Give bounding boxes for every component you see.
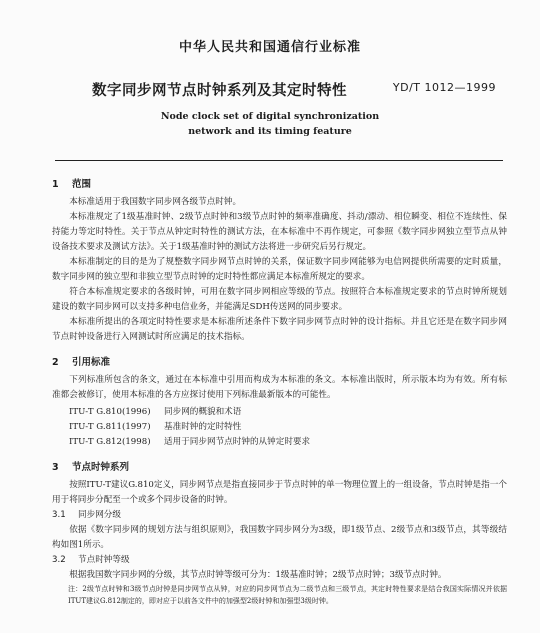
english-title (0, 109, 540, 139)
paragraph: 下列标准所包含的条文，通过在本标准中引用而构成为本标准的条文。本标准出版时，所示版本均为有效。所有标准都会被修订，使用本标准的各方应探讨使用下列标准最新版本的可能性。 (52, 375, 507, 400)
paragraph: 本标准所提出的各项定时特性要求是本标准所述条件下数字同步网节点时钟的设计指标。并且它还是在数字同步网节点时钟设备进行入网测试时所应满足的技术指标。 (52, 317, 507, 342)
section-number: 1 (52, 179, 59, 190)
subsection-title: 同步网分级 (78, 510, 121, 520)
paragraph: 根据我国数字同步网的分级，其节点时钟等级可分为：1级基准时钟；2级节点时钟；3级节点时钟。 (69, 570, 447, 580)
section-number: 3 (52, 462, 59, 473)
subsection-3-1-heading (52, 508, 507, 523)
paragraph: 符合本标准规定要求的各级时钟，可用在数字同步网相应等级的节点。按照符合本标准规定要求的节点时钟所规划建设的数字同步网可以支持多种电信业务，并能满足SDH传送网的同步要求。 (52, 287, 507, 312)
reference-title: 同步网的概貌和术语 (164, 407, 242, 417)
reference-item (52, 435, 507, 450)
english-title-line-2: network and its timing feature (188, 126, 352, 137)
reference-code: ITU-T G.810(1996) (69, 407, 151, 417)
standard-number: YD/T 1012—1999 (392, 81, 496, 94)
document-body (52, 170, 507, 607)
note: 注：2级节点时钟和3级节点时钟是同步网节点从钟，对应的同步网节点为二级节点和三级节点，其定时特性要求是结合我国实际情况并依据ITUT建议G.812制定的，即对应于以前各文件中的加强型2级时钟和加强型3级时钟。 (68, 585, 507, 605)
section-1-heading (52, 176, 507, 190)
section-2-heading (52, 354, 507, 368)
issuing-agency: 中华人民共和国通信行业标准 (178, 40, 361, 55)
section-title: 节点时钟系列 (72, 462, 130, 473)
reference-title: 适用于同步网节点时钟的从钟定时要求 (164, 437, 311, 447)
reference-code: ITU-T G.812(1998) (69, 437, 151, 447)
reference-code: ITU-T G.811(1997) (69, 422, 151, 432)
section-title: 范围 (72, 179, 92, 190)
header-divider (55, 160, 503, 161)
paragraph: 按照ITU-T建议G.810定义，同步网节点是指直接同步于节点时钟的单一物理位置上的一组设备，节点时钟是指一个用于将同步分配至一个或多个同步设备的时钟。 (52, 480, 507, 505)
paragraph: 本标准适用于我国数字同步网各级节点时钟。 (69, 197, 242, 207)
reference-title: 基准时钟的定时特性 (164, 422, 242, 432)
section-title: 引用标准 (72, 357, 111, 368)
reference-item (52, 405, 507, 420)
reference-list (52, 405, 507, 450)
document-title: 数字同步网节点时钟系列及其定时特性 (92, 83, 347, 99)
subsection-title: 节点时钟等级 (78, 555, 130, 565)
section-3-heading (52, 459, 507, 473)
paragraph: 依据《数字同步网的规划方法与组织原则》，我国数字同步网分为3级，即1级节点、2级节点和3级节点，其等级结构如图1所示。 (52, 525, 507, 550)
reference-item (52, 420, 507, 435)
english-title-line-1: Node clock set of digital synchronization (160, 111, 380, 122)
paragraph: 本标准规定了1级基准时钟、2级节点时钟和3级节点时钟的频率准确度、抖动/漂动、相位瞬变、相位不连续性、保持能力等定时特性。关于节点从钟定时特性的测试方法，在本标准中不再作规定，可参照《数字同步网独立型节点从钟设备技术要求及测试方法》。关于1级基准时钟的测试方法将进一步研究后另行规定。 (52, 212, 507, 252)
subsection-number: 3.1 (52, 510, 66, 520)
subsection-3-2-heading (52, 553, 507, 568)
section-number: 2 (52, 357, 59, 368)
subsection-number: 3.2 (52, 555, 66, 565)
paragraph: 本标准制定的目的是为了规整数字同步网节点时钟的关系，保证数字同步网能够为电信网提供所需要的定时质量，数字同步网的独立型和非独立型节点时钟的定时特性都应满足本标准所规定的要求。 (52, 257, 507, 282)
